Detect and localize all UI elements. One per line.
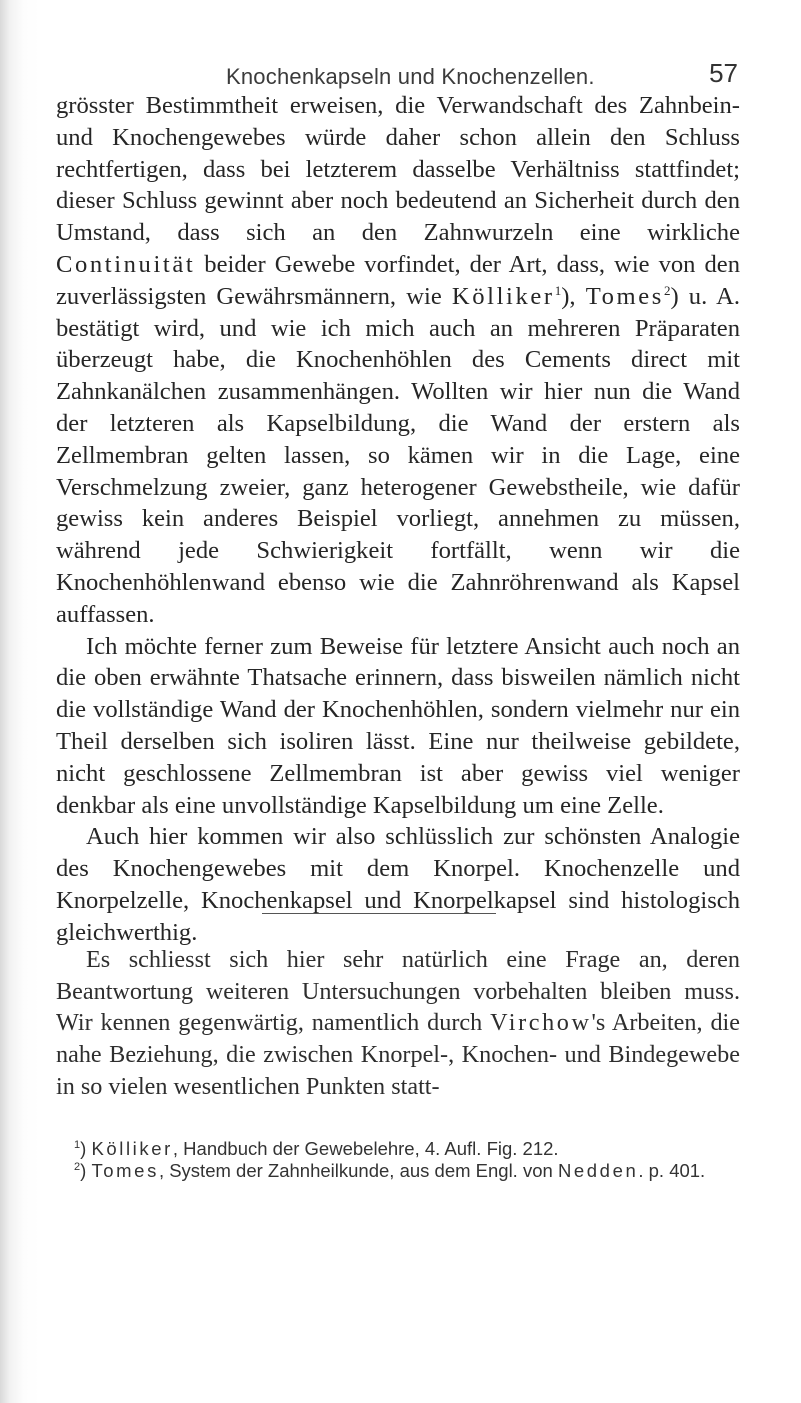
page-header: [56, 50, 738, 89]
footnote-text: . p. 401.: [638, 1160, 706, 1181]
footnote: $^2$) Tomes, System der Zahnheilkunde, aus dem Engl. von Nedden. p. 401.: [74, 1160, 706, 1181]
footnote-text: , Handbuch der Gewebelehre, 4. Aufl. Fig. 212.: [172, 1138, 559, 1159]
author-tomes: Tomes: [585, 282, 664, 310]
footnote-author: Tomes: [91, 1160, 159, 1181]
section-divider: [262, 913, 496, 914]
author-koelliker: Kölliker: [451, 282, 555, 310]
footnote-author: Kölliker: [91, 1138, 173, 1159]
footnote-ref-1: 1: [554, 282, 562, 298]
paragraph: Auch hier kommen wir also schlüsslich zur schönsten Analogie des Knochengewebes mit dem Knorpel. Knochenzelle und Knorpelzelle, Knochenkapsel und Knorpelkapsel sind histologisch gleichwerthig.: [56, 823, 740, 946]
running-head: Knochenkapseln und Knochenzellen.: [226, 64, 595, 89]
text-run: Es schliesst sich hier sehr natürlich eine Frage an, deren Beantwortung weiteren Untersuchungen vorbehalten bleiben muss. Wir kennen gegenwärtig, namentlich durch: [56, 946, 740, 1037]
paragraph: Ich möchte ferner zum Beweise für letztere Ansicht auch noch an die oben erwähnte Thatsache erinnern, dass bisweilen nämlich nicht die vollständige Wand der Knochenhöhlen, sondern vielmehr nur ein Theil derselben sich isoliren lässt. Eine nur theilweise gebildete, nicht geschlossene Zellmembran ist aber gewiss viel weniger denkbar als eine unvollständige Kapselbildung um eine Zelle.: [56, 632, 740, 819]
text-run: beider Gewebe vorfindet, der Art, dass, wie von den zuverlässigsten Gewährsmännern, wie: [56, 250, 740, 310]
footnote: $^1$) Kölliker, Handbuch der Gewebelehre, 4. Aufl. Fig. 212.: [74, 1138, 559, 1159]
text-run: ) u. A. bestätigt wird, und wie ich mich auch an mehreren Präparaten überzeugt habe, die Knochenhöhlen des Cements direct mit Zahnkanälchen zusammenhängen. Wollten wir hier nun die Wand der letzteren als Kapselbildung, die Wand der erstern als Zellmembran gelten lassen, so kämen wir in die Lage, eine Verschmelzung zweier, ganz heterogener Gewebstheile, wie dafür gewiss kein anderes Beispiel vorliegt, annehmen zu müssen, während jede Schwierigkeit fortfällt, wenn wir die Knochenhöhlenwand ebenso wie die Zahnröhrenwand als Kapsel auffassen.: [56, 282, 740, 628]
footnote-text: , System der Zahnheilkunde, aus dem Engl. von: [158, 1160, 558, 1181]
main-text: [56, 90, 740, 949]
paragraph-continued: [56, 90, 740, 631]
footnotes: [56, 1138, 740, 1182]
footnote-mark: 2: [74, 1160, 81, 1173]
footnote-mark: 1: [74, 1138, 81, 1151]
text-run: grösster Bestimmtheit erweisen, die Verwandschaft des Zahnbein- und Knochengewebes würde daher schon allein den Schluss rechtfertigen, dass bei letzterem dasselbe Verhältniss stattfindet; dieser Schluss gewinnt aber noch bedeutend an Sicherheit durch den Umstand, dass sich an den Zahnwurzeln eine wirkliche: [56, 92, 740, 247]
page-number: 57: [709, 58, 738, 88]
text-run: ),: [561, 282, 586, 310]
author-virchow: Virchow: [490, 1009, 592, 1037]
emphasis-continuitaet: Continuität: [56, 250, 196, 278]
text-run: 's Arbeiten, die nahe Beziehung, die zwischen Knorpel-, Knochen- und Bindegewebe in so vielen wesentlichen Punkten statt-: [56, 1009, 740, 1100]
paragraph: [56, 944, 740, 1103]
footnote-ref-2: 2: [663, 282, 671, 298]
footnote-translator: Nedden: [557, 1160, 639, 1181]
new-section-text: [56, 944, 740, 1103]
